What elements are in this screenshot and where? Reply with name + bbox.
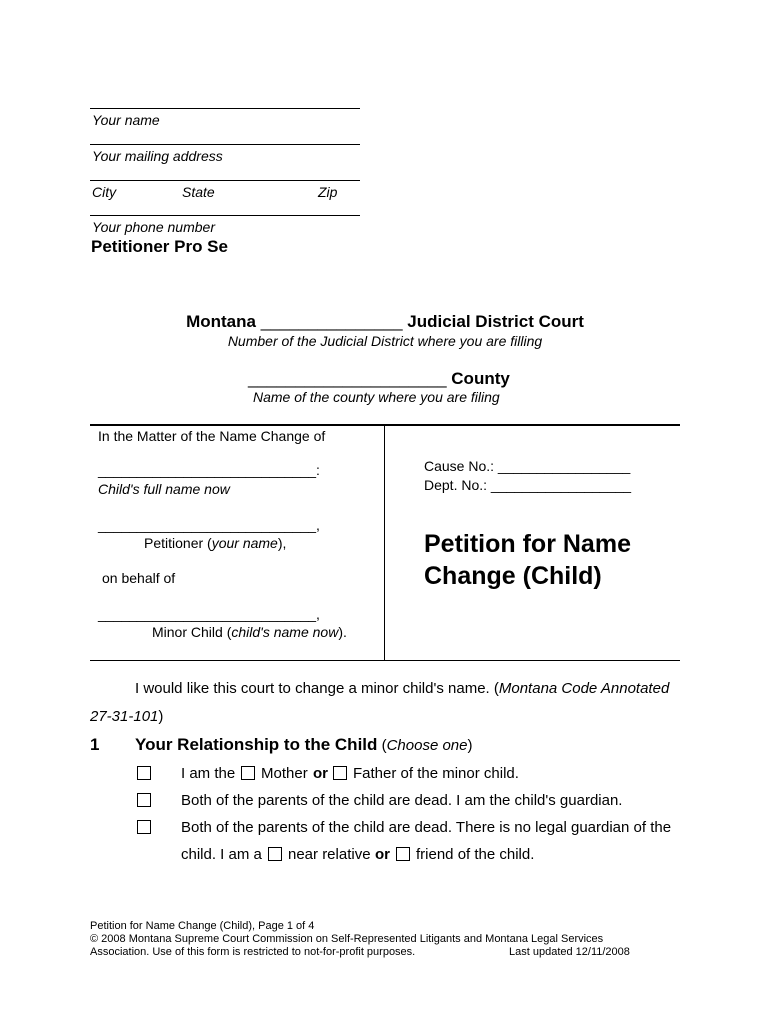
- court-heading: [0, 312, 770, 332]
- phone-line: [90, 215, 360, 216]
- state-label: State: [182, 184, 215, 200]
- city-label: City: [92, 184, 117, 200]
- option-guardian-checkbox[interactable]: [137, 793, 151, 807]
- intro-line2: [90, 708, 163, 725]
- section-number: 1: [90, 735, 100, 754]
- petition-title-line1: Petition for Name: [424, 530, 631, 558]
- petitioner-pro-se: Petitioner Pro Se: [91, 237, 228, 256]
- opt1-or: or: [313, 765, 328, 782]
- option-mother-father-checkbox[interactable]: [137, 766, 151, 780]
- near-relative-checkbox[interactable]: [268, 847, 282, 861]
- mailing-address-label: Your mailing address: [92, 148, 223, 164]
- your-name-label: Your name: [92, 112, 160, 128]
- choose-it: Choose one: [386, 737, 468, 754]
- intro-it: Montana Code Annotated: [498, 680, 670, 697]
- section-heading: [135, 735, 472, 755]
- intro-line2-it: 27-31-101: [90, 708, 159, 725]
- opt3-friend: friend of the child.: [416, 846, 535, 863]
- opt1-mother: Mother: [261, 765, 308, 782]
- city-line: [90, 180, 360, 181]
- minor-label: [152, 624, 347, 640]
- opt3-near: near relative: [288, 846, 371, 863]
- minor-it: child's name now: [231, 624, 339, 640]
- petitioner-label: [144, 535, 286, 551]
- petitioner-post: ),: [277, 535, 287, 551]
- opt3-text-a: child. I am a: [181, 846, 262, 863]
- caption-divider: [384, 425, 385, 661]
- county-blank: _____________________: [248, 369, 447, 388]
- petition-title-line2: Change (Child): [424, 562, 602, 590]
- mother-checkbox[interactable]: [241, 766, 255, 780]
- opt1-father: Father of the minor child.: [353, 765, 519, 782]
- intro-pre: I would like this court to change a minor child's name. (: [135, 680, 499, 697]
- county-heading: [248, 369, 510, 389]
- option-no-guardian-checkbox[interactable]: [137, 820, 151, 834]
- friend-checkbox[interactable]: [396, 847, 410, 861]
- matter-label: In the Matter of the Name Change of: [98, 428, 326, 444]
- county-note: Name of the county where you are filing: [253, 389, 500, 405]
- zip-label: Zip: [318, 184, 338, 200]
- child-name-blank: ____________________________:: [98, 462, 320, 478]
- opt3-line1: Both of the parents of the child are dead. There is no legal guardian of the: [181, 819, 672, 836]
- choose-post: ): [467, 737, 473, 754]
- footer-line1: Petition for Name Change (Child), Page 1 of 4: [90, 920, 315, 932]
- district-blank: _______________: [260, 312, 403, 331]
- footer-line3: Association. Use of this form is restricted to not-for-profit purposes.: [90, 946, 416, 958]
- petitioner-blank: ____________________________,: [98, 517, 320, 533]
- minor-blank: ____________________________,: [98, 606, 320, 622]
- petitioner-pre: Petitioner (: [144, 535, 212, 551]
- phone-label: Your phone number: [92, 219, 215, 235]
- caption-bottom-border: [90, 660, 680, 661]
- section-title: Your Relationship to the Child: [135, 735, 378, 754]
- footer-updated: Last updated 12/11/2008: [509, 946, 630, 958]
- district-court-label: Judicial District Court: [407, 312, 584, 331]
- montana-label: Montana: [186, 312, 256, 331]
- minor-pre: Minor Child (: [152, 624, 232, 640]
- dept-no: Dept. No.: __________________: [424, 477, 632, 493]
- intro-line1: [135, 680, 669, 697]
- choose-pre: (: [377, 737, 387, 754]
- on-behalf-label: on behalf of: [102, 570, 176, 586]
- district-note: Number of the Judicial District where you are filling: [227, 333, 543, 349]
- caption-top-border: [90, 424, 680, 426]
- footer-line2: © 2008 Montana Supreme Court Commission on Self-Represented Litigants and Montana Legal Services: [90, 933, 604, 945]
- opt1-text-a: I am the: [181, 765, 236, 782]
- address-line: [90, 144, 360, 145]
- county-label: County: [451, 369, 510, 388]
- name-line: [90, 108, 360, 109]
- child-full-name-label: Child's full name now: [98, 481, 230, 497]
- opt2-text: Both of the parents of the child are dead. I am the child's guardian.: [181, 792, 623, 809]
- opt3-or: or: [375, 846, 390, 863]
- intro-line2-post: ): [158, 708, 164, 725]
- father-checkbox[interactable]: [333, 766, 347, 780]
- cause-no: Cause No.: _________________: [424, 458, 631, 474]
- minor-post: ).: [338, 624, 347, 640]
- petitioner-it: your name: [211, 535, 278, 551]
